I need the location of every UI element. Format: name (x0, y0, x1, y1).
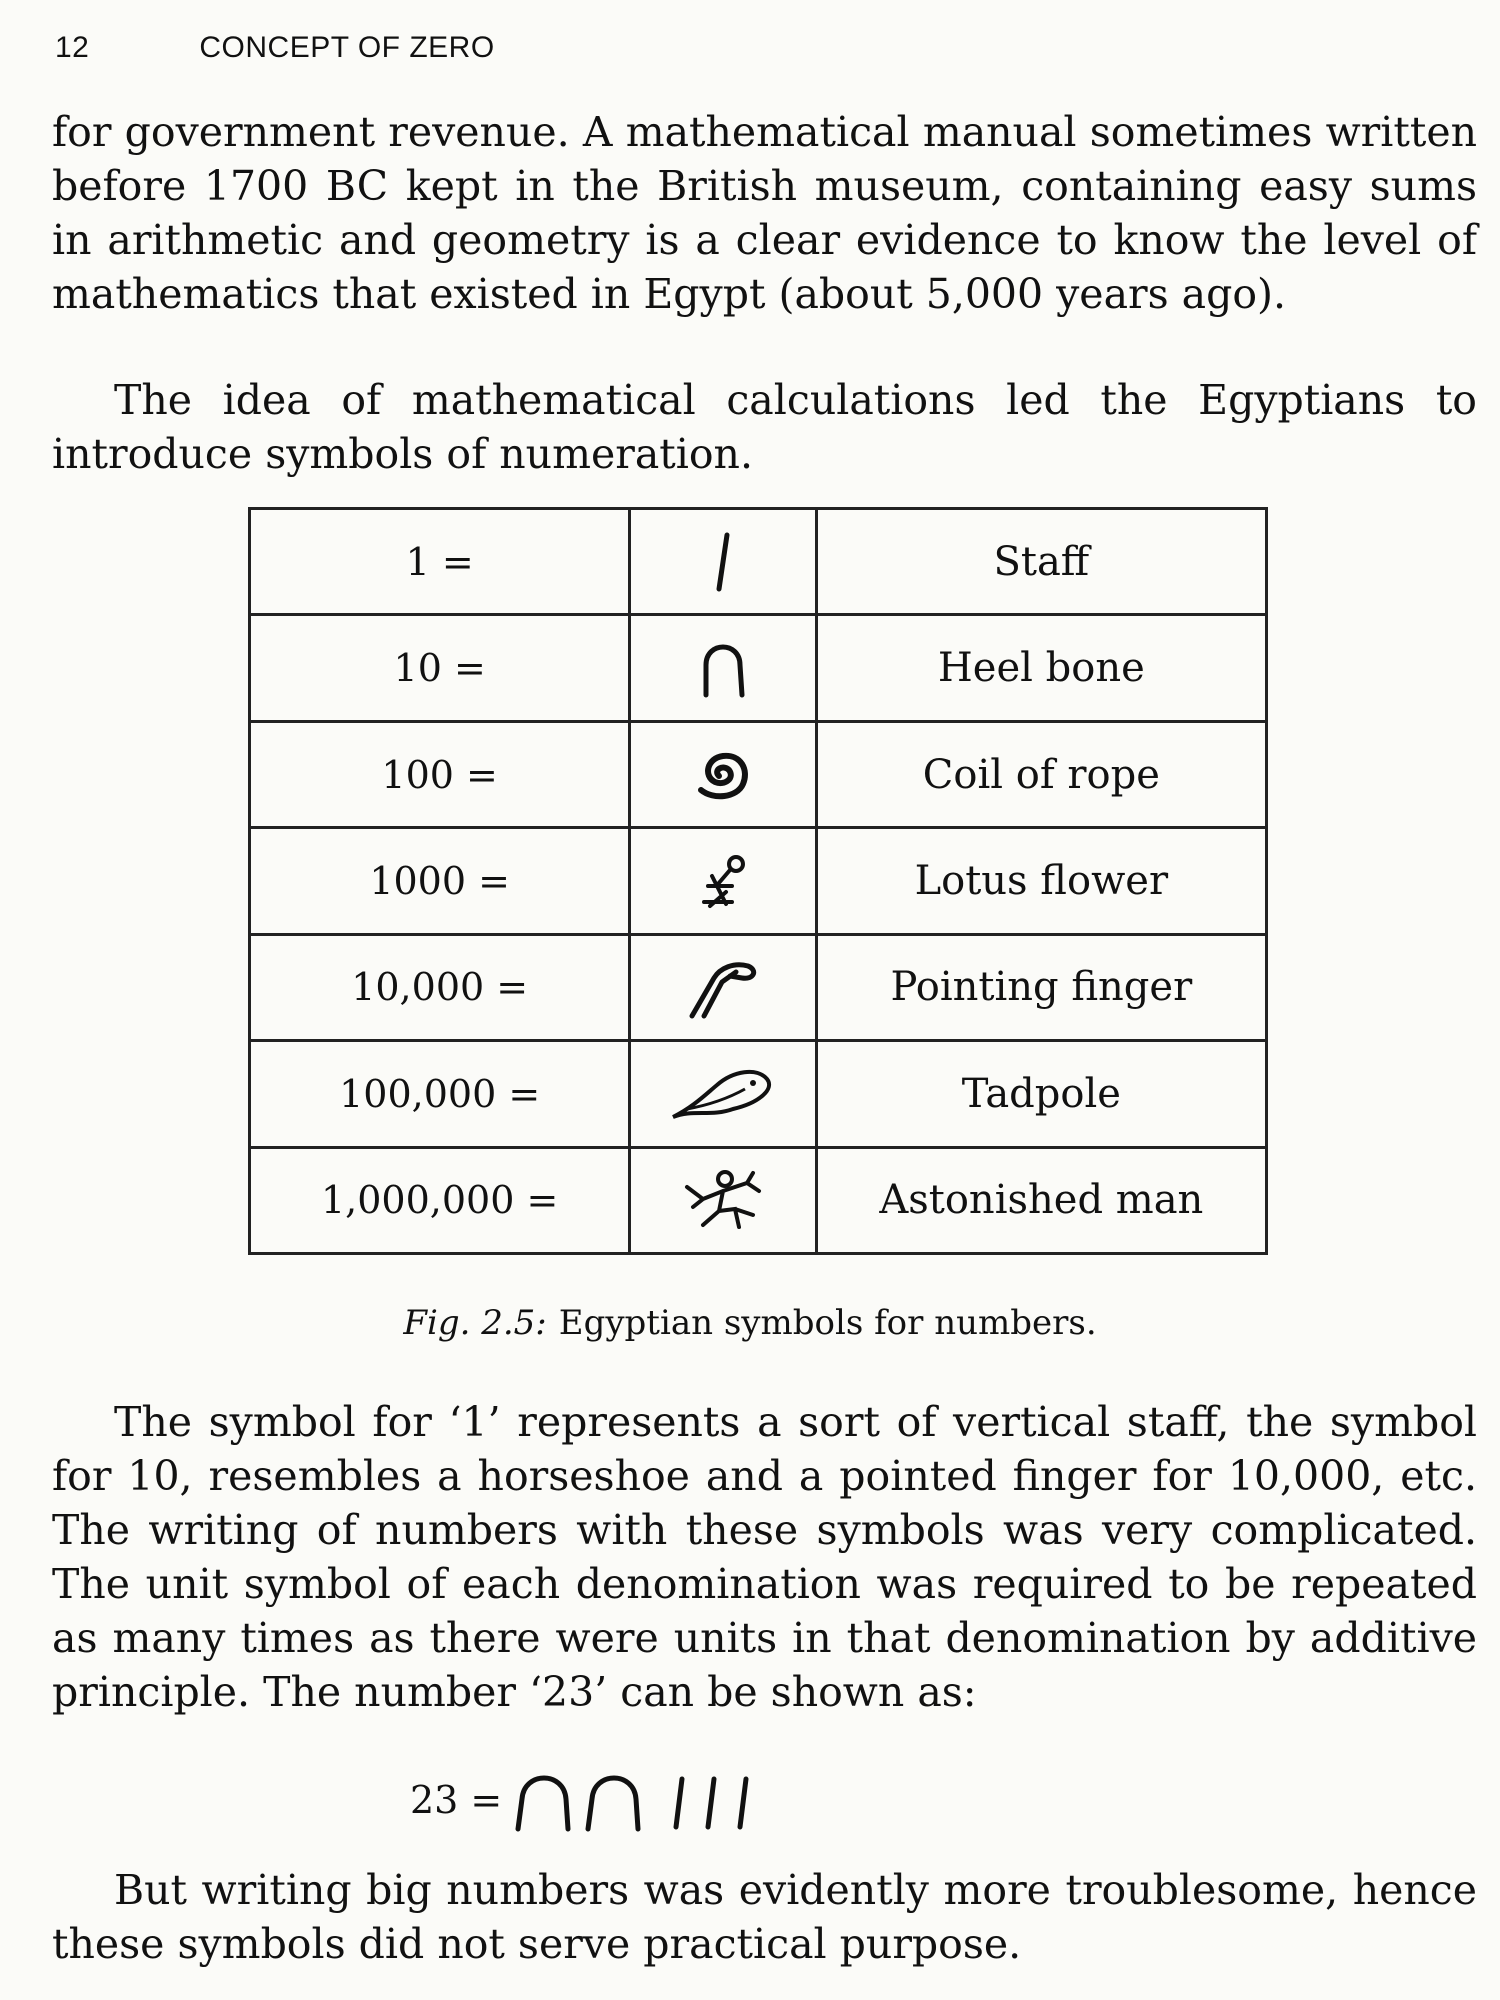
numeral-name: Staff (816, 509, 1266, 615)
paragraph-intro: for government revenue. A mathematical manual sometimes written before 1700 BC kept in the British museum, containing easy sums in arithmetic and geometry is a clear evidence to know the level of mathematics that existed in Egypt (about 5,000 years ago). (52, 108, 1477, 318)
formula-lhs: 23 = (410, 1778, 503, 1822)
staff-hieroglyph-icon (740, 1779, 746, 1827)
staff-hieroglyph-icon (630, 509, 816, 615)
paragraph-symbol-explanation: The symbol for ‘1’ represents a sort of vertical staff, the symbol for 10, resembles a horseshoe and a pointed finger for 10,000, etc. The writing of numbers with these symbols was very complicated. The unit symbol of each denomination was required to be repeated as many times as there were units in that denomination by additive principle. The number ‘23’ can be shown as: (52, 1398, 1477, 1716)
heel-bone-hieroglyph-icon (588, 1778, 638, 1829)
numeral-name: Tadpole (816, 1041, 1266, 1147)
numeral-name: Lotus flower (816, 828, 1266, 934)
paragraph-conclusion: But writing big numbers was evidently more troublesome, hence these symbols did not serve practical purpose. (52, 1866, 1477, 1968)
table-row (250, 1041, 1267, 1147)
table-row (250, 934, 1267, 1040)
numeral-name: Astonished man (816, 1147, 1266, 1253)
example-23-formula (410, 1765, 782, 1835)
running-header (55, 28, 495, 68)
pointing-finger-hieroglyph-icon (630, 934, 816, 1040)
heel-bone-hieroglyph-icon (630, 615, 816, 721)
running-title: CONCEPT OF ZERO (199, 31, 495, 64)
table-row (250, 1147, 1267, 1253)
numeral-value: 10,000 = (250, 934, 630, 1040)
staff-hieroglyph-icon (708, 1779, 714, 1827)
numeral-name: Heel bone (816, 615, 1266, 721)
numeral-name: Pointing finger (816, 934, 1266, 1040)
numeral-value: 1 = (250, 509, 630, 615)
tadpole-hieroglyph-icon (630, 1041, 816, 1147)
figure-label: Fig. 2.5: (403, 1303, 547, 1343)
page-number: 12 (55, 31, 90, 64)
numeral-value: 10 = (250, 615, 630, 721)
table-row (250, 828, 1267, 934)
table-row (250, 509, 1267, 615)
astonished-man-hieroglyph-icon (630, 1147, 816, 1253)
figure-caption (0, 1303, 1500, 1343)
figure-caption-text: Egyptian symbols for numbers. (558, 1303, 1097, 1343)
coil-of-rope-hieroglyph-icon (630, 721, 816, 827)
numeral-value: 1000 = (250, 828, 630, 934)
staff-hieroglyph-icon (676, 1779, 682, 1827)
numeral-name: Coil of rope (816, 721, 1266, 827)
table-row (250, 615, 1267, 721)
heel-bone-hieroglyph-icon (518, 1778, 568, 1829)
numeral-value: 100 = (250, 721, 630, 827)
numeral-value: 100,000 = (250, 1041, 630, 1147)
lotus-flower-hieroglyph-icon (630, 828, 816, 934)
egyptian-numerals-table (248, 507, 1268, 1255)
formula-hieroglyph-group (512, 1765, 782, 1835)
table-row (250, 721, 1267, 827)
numeral-value: 1,000,000 = (250, 1147, 630, 1253)
paragraph-numeration: The idea of mathematical calculations led the Egyptians to introduce symbols of numeration. (52, 376, 1477, 478)
